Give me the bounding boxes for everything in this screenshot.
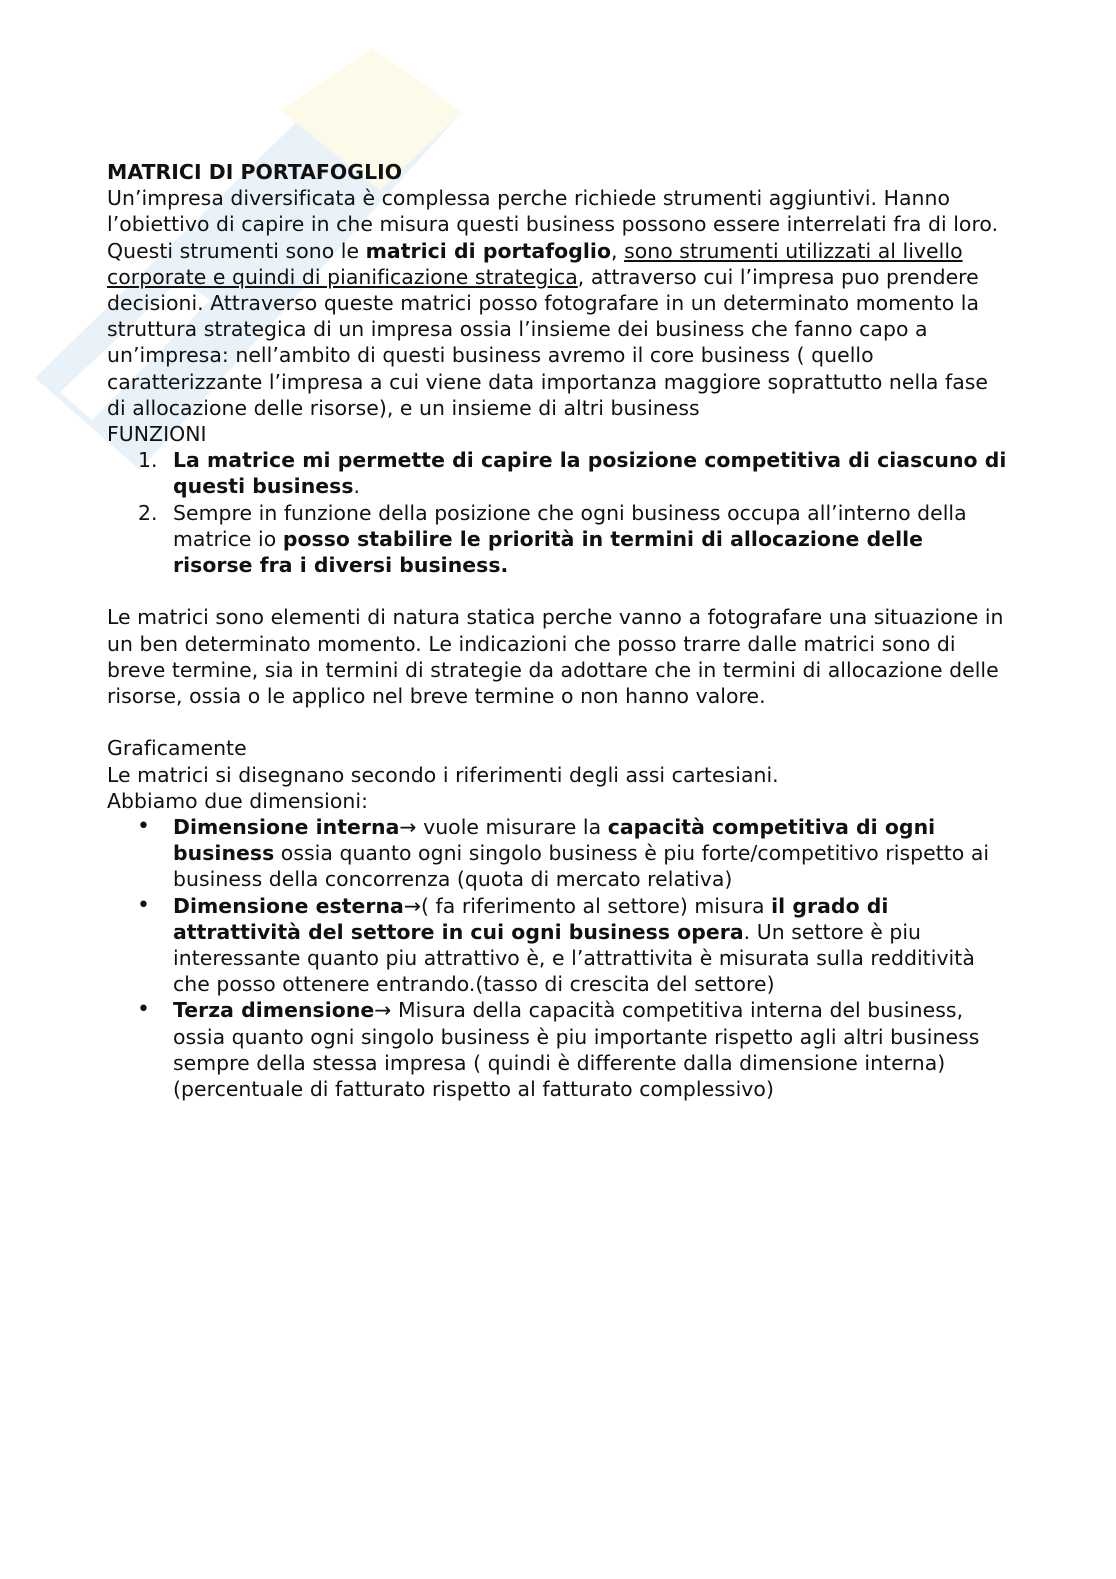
graficamente-heading: Graficamente bbox=[107, 736, 247, 761]
page-title: MATRICI DI PORTAFOGLIO bbox=[107, 160, 403, 184]
intro-underlined-text: sono strumenti utilizzati al livello corporate e quindi di pianificazione strategica bbox=[107, 238, 963, 289]
intro-paragraph bbox=[107, 185, 1007, 421]
funzione-bold: La matrice mi permette di capire la posizione competitiva di ciascuno di questi business bbox=[173, 448, 1007, 499]
funzione-text: Sempre in funzione della posizione che ogni business occupa all’interno della matrice io bbox=[173, 500, 967, 551]
list-item bbox=[107, 500, 1007, 579]
list-item bbox=[107, 893, 1007, 998]
dimensioni-list bbox=[107, 814, 1007, 1102]
intro-bold-term: matrici di portafoglio bbox=[365, 238, 611, 263]
dimensione-label: Dimensione interna bbox=[173, 815, 400, 840]
funzione-text: . bbox=[353, 474, 361, 499]
arrow-icon: → bbox=[403, 893, 422, 918]
list-item bbox=[107, 814, 1007, 893]
list-marker: 2. bbox=[138, 500, 158, 525]
dimensione-text: ossia quanto ogni singolo business è piu forte/competitivo rispetto ai business della concorrenza (quota di mercato relativa) bbox=[173, 841, 990, 892]
funzioni-heading: FUNZIONI bbox=[107, 422, 207, 447]
list-item bbox=[107, 997, 1007, 1102]
dimensione-text: vuole misurare la bbox=[416, 815, 608, 840]
intro-text-3: , attraverso cui l’impresa puo prendere decisioni. Attraverso queste matrici posso fotografare in un determinato momento la struttura strategica di un impresa ossia l’insieme dei business che fanno capo a un’impresa: nell’ambito di questi business avremo il core business ( quello caratterizzante l’impresa a cui viene data importanza maggiore soprattutto nella fase di allocazione delle risorse), e un insieme di altri business bbox=[107, 264, 989, 420]
dimensione-text: . Un settore è piu interessante quanto piu attrattivo è, e l’attrattivita è misurata sulla redditività che posso ottenere entrando.(tasso di crescita del settore) bbox=[173, 919, 975, 997]
arrow-icon: → bbox=[374, 998, 392, 1023]
dimensione-label: Dimensione esterna bbox=[173, 893, 404, 918]
bullet-icon: • bbox=[137, 814, 151, 840]
funzione-bold: posso stabilire le priorità in termini di allocazione delle risorse fra i diversi business. bbox=[173, 526, 924, 578]
graficamente-line-2: Abbiamo due dimensioni: bbox=[107, 788, 369, 813]
graficamente-line-1: Le matrici si disegnano secondo i riferimenti degli assi cartesiani. bbox=[107, 762, 779, 787]
statica-paragraph: Le matrici sono elementi di natura statica perche vanno a fotografare una situazione in un ben determinato momento. Le indicazioni che posso trarre dalle matrici sono di breve termine, sia in termini di strategie da adottare che in termini di allocazione delle risorse, ossia o le applico nel breve termine o non hanno valore. bbox=[107, 605, 1004, 709]
arrow-icon: → bbox=[399, 815, 417, 840]
bullet-icon: • bbox=[137, 997, 151, 1023]
intro-text-1: Un’impresa diversificata è complessa perche richiede strumenti aggiuntivi. Hanno l’obiettivo di capire in che misura questi business possono essere interrelati fra di loro. Questi strumenti sono le bbox=[107, 186, 999, 263]
document-page bbox=[107, 159, 1007, 1102]
dimensione-text: Misura della capacità competitiva interna del business, ossia quanto ogni singolo business è piu importante rispetto agli altri business sempre della stessa impresa ( quindi è differente dalla dimensione interna) (percentuale di fatturato rispetto al fatturato complessivo) bbox=[173, 998, 980, 1102]
dimensione-bold: il grado di attrattività del settore in cui ogni business opera bbox=[173, 893, 889, 944]
funzioni-list bbox=[107, 447, 1007, 578]
bullet-icon: • bbox=[137, 892, 151, 918]
intro-text-2: , bbox=[611, 238, 625, 263]
dimensione-text: ( fa riferimento al settore) misura bbox=[421, 893, 772, 918]
dimensione-label: Terza dimensione bbox=[173, 998, 375, 1023]
list-marker: 1. bbox=[138, 448, 158, 473]
dimensione-bold: capacità competitiva di ogni business bbox=[173, 815, 936, 866]
list-item bbox=[107, 447, 1007, 499]
